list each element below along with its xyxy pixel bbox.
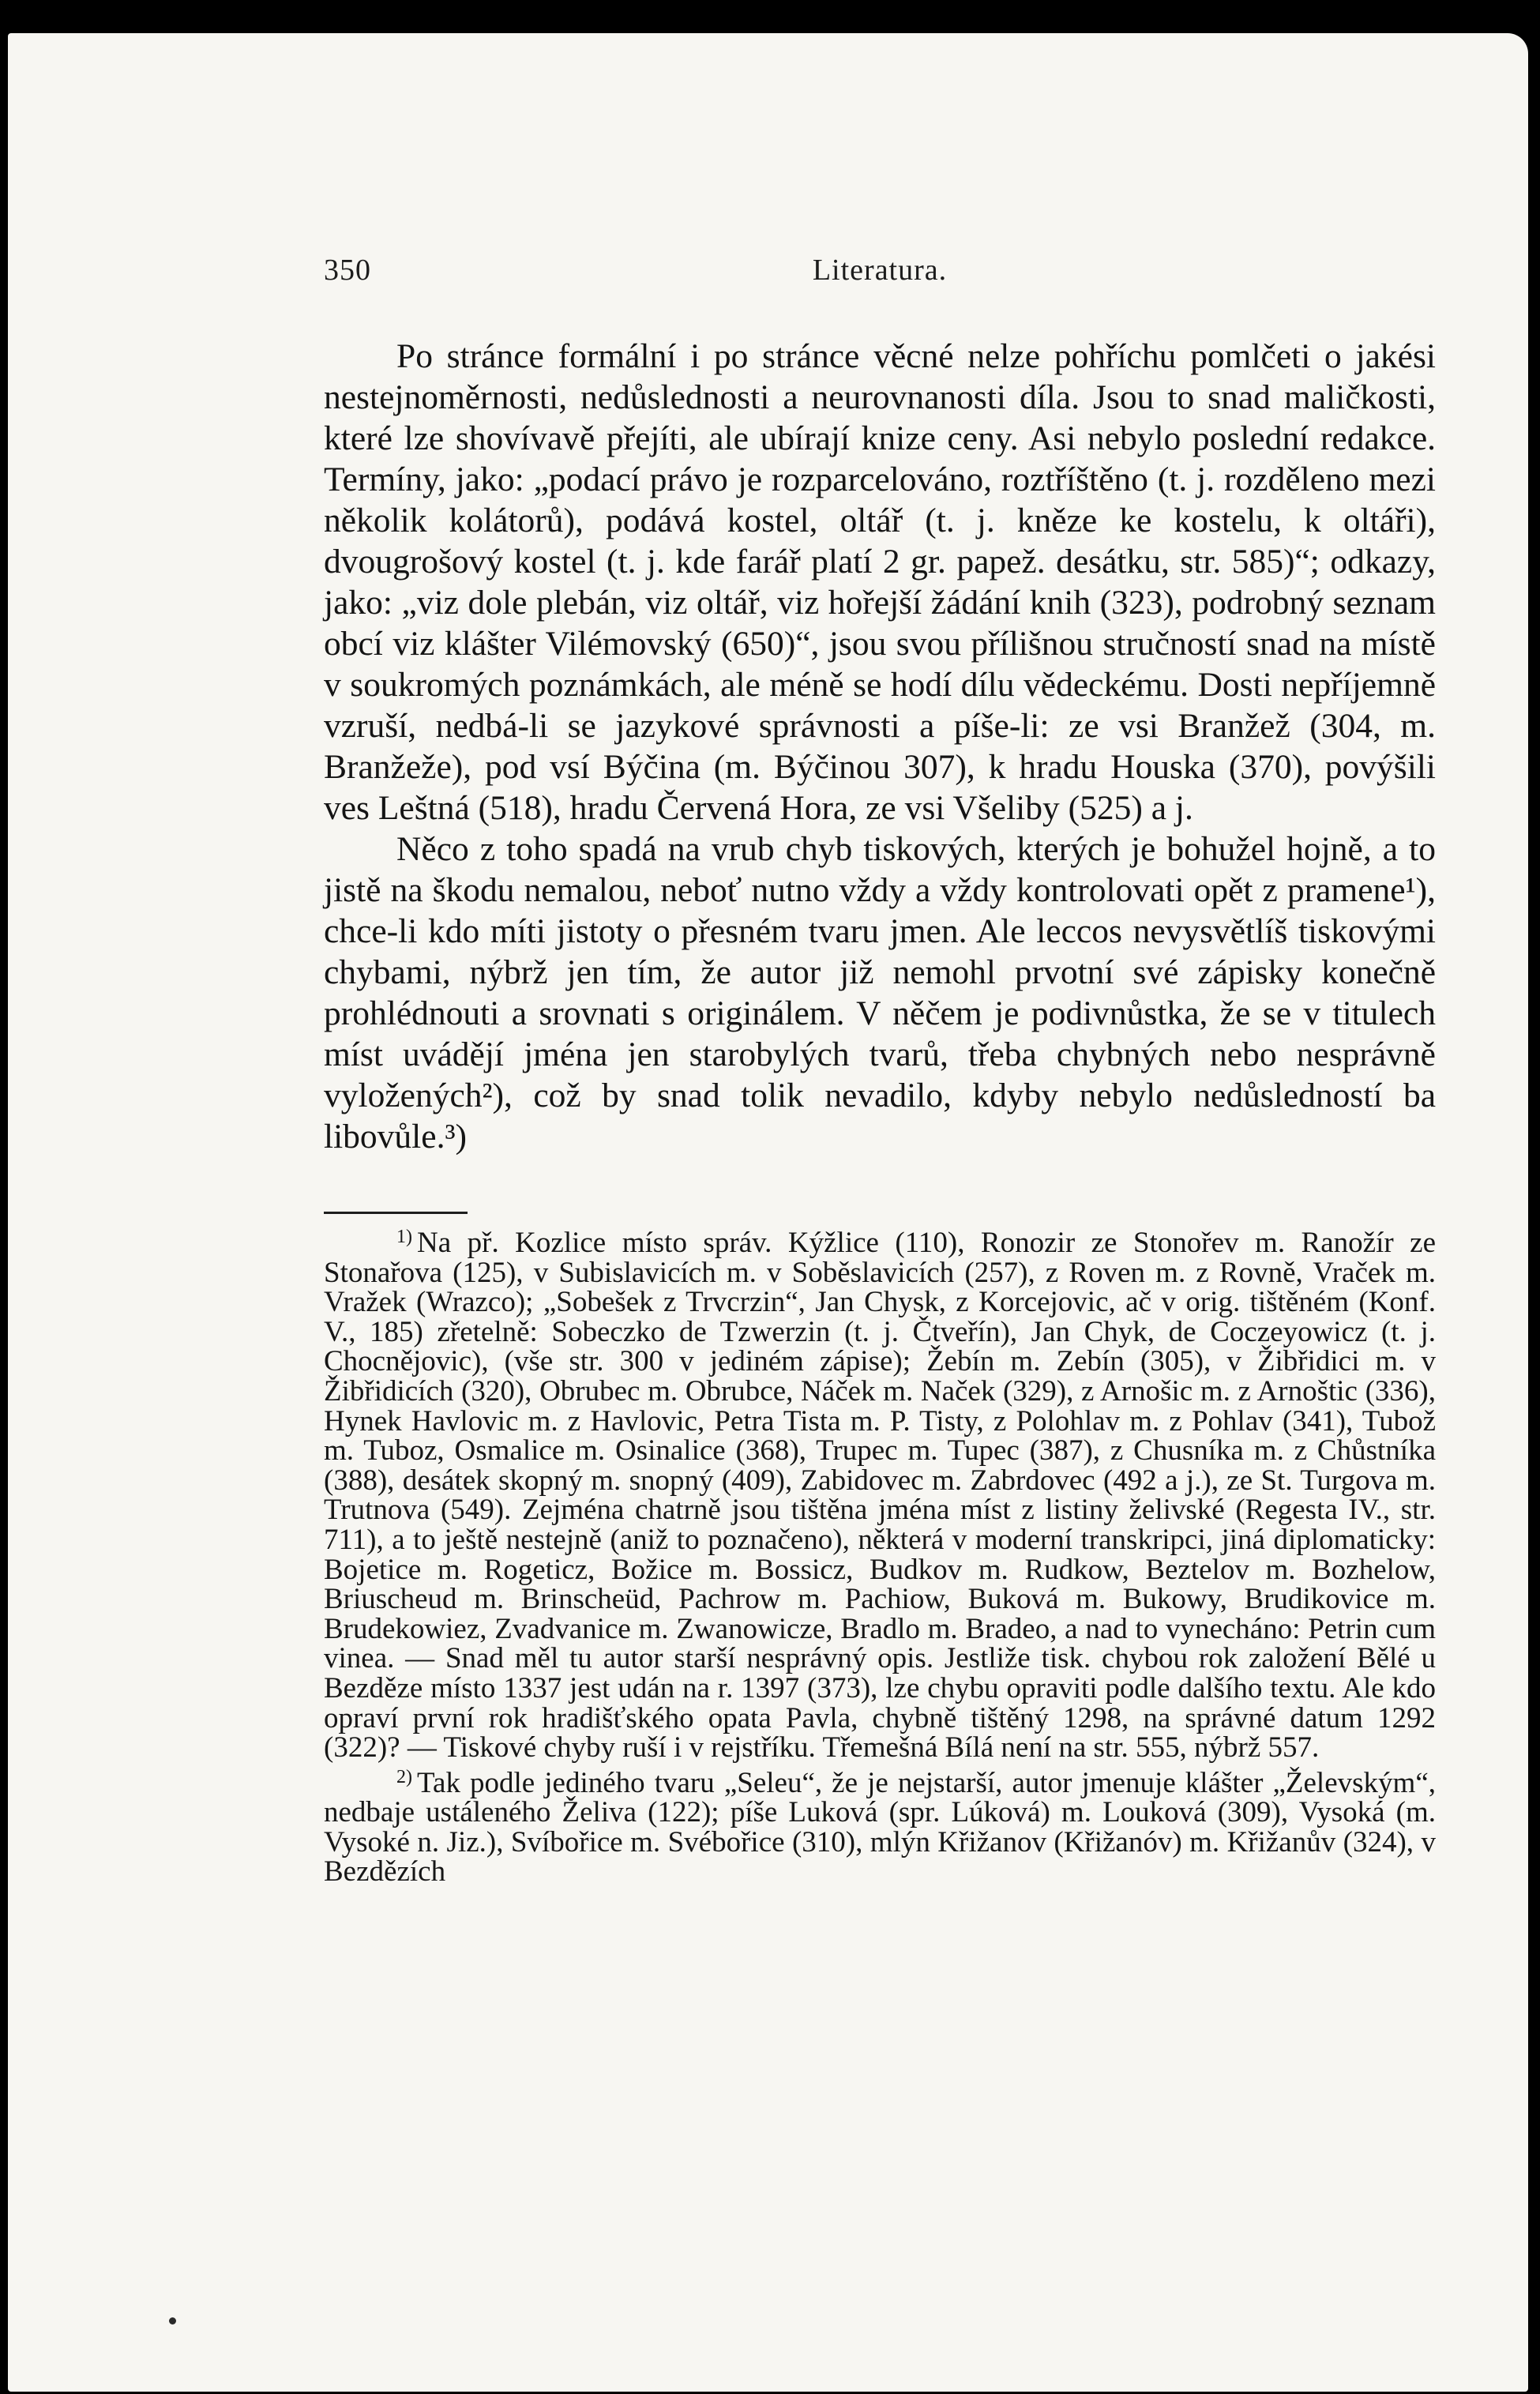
footnote-mark: 2) — [396, 1766, 412, 1787]
footnote-mark: 1) — [396, 1227, 412, 1247]
footnote-text: Tak podle jediného tvaru „Seleu“, že je nejstarší, autor jmenuje klášter „Želevským“, nedbaje ustáleného Želiva (122); píše Luková (spr. Lúková) m. Louková (309), Vysoká (m. Vysoké n. Jiz.), Svíbořice m. Svébořice (310), mlýn Křižanov (Křižanóv) m. Křižanův (324), v Bezdězích — [324, 1766, 1436, 1889]
paragraph: Něco z toho spadá na vrub chyb tiskových, kterých je bohužel hojně, a to jistě na škodu nemalou, neboť nutno vždy a vždy kontrolovati opět z pramene¹), chce-li kdo míti jistoty o přesném tvaru jmen. Ale leccos nevysvětlíš tiskovými chybami, nýbrž jen tím, že autor již nemohl prvotní své zápisky konečně prohlédnouti a srovnati s originálem. V něčem je podivnůstka, že se v titulech míst uvádějí jména jen starobylých tvarů, třeba chybných nebo nesprávně vyložených²), což by snad tolik nevadilo, kdyby nebylo nedůsledností ba libovůle.³) — [324, 830, 1436, 1156]
footnote — [324, 1763, 1436, 1887]
running-head — [324, 253, 1436, 292]
main-text — [324, 336, 1436, 1157]
footnote-text: Na př. Kozlice místo správ. Kýžlice (110), Ronozir ze Stonořev m. Ranožír ze Stonařova (125), v Subislavicích m. v Soběslavicích (257), z Roven m. z Rovně, Vraček m. Vražek (Wrazco); „Sobešek z Trvcrzin“, Jan Chysk, z Korcejovic, ač v orig. tištěném (Konf. V., 185) zřetelně: Sobeczko de Tzwerzin (t. j. Čtveřín), Jan Chyk, de Coczeyowicz (t. j. Chocnějovic), (vše str. 300 v jediném zápise); Žebín m. Zebín (305), v Žibřidici m. v Žibřidicích (320), Obrubec m. Obrubce, Náček m. Naček (329), z Arnošic m. z Arnoštic (336), Hynek Havlovic m. z Havlovic, Petra Tista m. P. Tisty, z Polohlav m. z Pohlav (341), Tubož m. Tuboz, Osmalice m. Osinalice (368), Trupec m. Tupec (387), z Chusníka m. z Chůstníka (388), desátek skopný m. snopný (409), Zabidovec m. Zabrdovec (492 a j.), ze St. Turgova m. Trutnova (549). Zejména chatrně jsou tištěna jména míst z listiny želivské (Regesta IV., str. 711), a to ještě nestejně (aniž to poznačeno), některá v moderní transkripci, jiná diplomaticky: Bojetice m. Rogeticz, Božice m. Bossicz, Budkov m. Rudkow, Beztelov m. Bozhelow, Briuscheud m. Brinscheüd, Pachrow m. Pachiow, Buková m. Bukowy, Brudikovice m. Brudekowiez, Zvadvanice m. Zwanowicze, Bradlo m. Bradeo, a nad to vynecháno: Petrin cum vinea. — Snad měl tu autor starší nesprávný opis. Jestliže tisk. chybou rok založení Bělé u Bezděze místo 1337 jest udán na r. 1397 (373), lze chybu opraviti podle dalšího textu. Ale kdo opraví první rok hradišťského opata Pavla, chybně tištěný 1298, na správné datum 1292 (322)? — Tiskové chyby ruší i v rejstříku. Třemešná Bílá není na str. 555, nýbrž 557. — [324, 1227, 1436, 1764]
footnote — [324, 1223, 1436, 1763]
footnotes — [324, 1223, 1436, 1887]
page-number: 350 — [324, 254, 371, 287]
page-heading: Literatura. — [812, 254, 948, 287]
paragraph: Po stránce formální i po stránce věcné nelze pohříchu pomlčeti o jakési nestejnoměrnosti, nedůslednosti a neurovnanosti díla. Jsou to snad maličkosti, které lze shovívavě přejíti, ale ubírají knize ceny. Asi nebylo poslední redakce. Termíny, jako: „podací právo je rozparcelováno, roztříštěno (t. j. rozděleno mezi několik kolátorů), podává kostel, oltář (t. j. kněze ke kostelu, k oltáři), dvougrošový kostel (t. j. kde farář platí 2 gr. papež. desátku, str. 585)“; odkazy, jako: „viz dole plebán, viz oltář, viz hořejší žádání knih (323), podrobný seznam obcí viz klášter Vilémovský (650)“, jsou svou přílišnou stručností snad na místě v soukromých poznámkách, ale méně se hodí dílu vědeckému. Dosti nepříjemně vzruší, nedbá-li se jazykové správnosti a píše-li: ze vsi Branžež (304, m. Branžeže), pod vsí Býčina (m. Býčinou 307), k hradu Houska (370), povýšili ves Leštná (518), hradu Červená Hora, ze vsi Všeliby (525) a j. — [324, 337, 1436, 827]
ink-dot-mark — [169, 2317, 176, 2324]
footnote-separator — [324, 1212, 468, 1214]
